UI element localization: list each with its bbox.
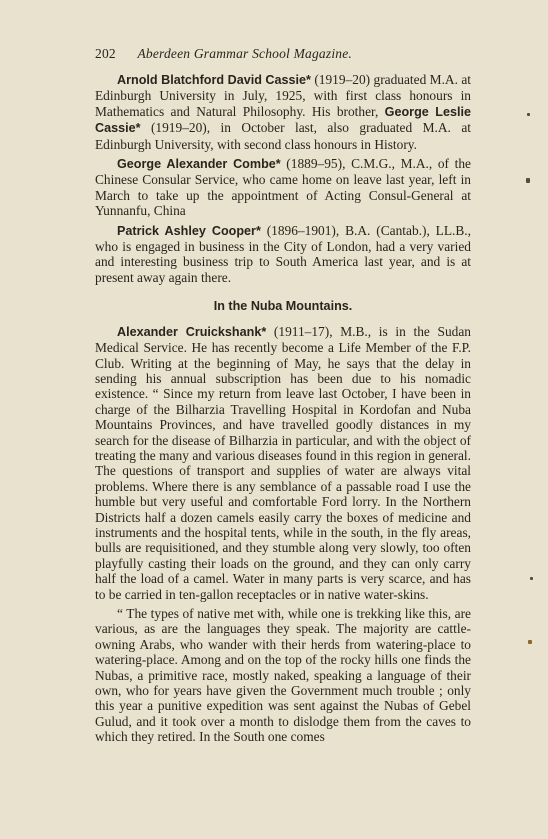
person-name: Patrick Ashley Cooper* xyxy=(117,223,261,238)
entry-combe xyxy=(95,156,471,219)
entry-text: (1896–1901), B.A. (Cantab.), LL.B., who is engaged in business in the City of London, had a very varied and interesting business trip to South America last year, and is at present away again there. xyxy=(95,222,471,285)
margin-speck xyxy=(528,640,532,644)
entry-cooper xyxy=(95,223,471,286)
person-name: George Alexander Combe* xyxy=(117,157,281,172)
margin-speck xyxy=(526,178,530,183)
person-name: Alexander Cruickshank* xyxy=(117,324,267,339)
nuba-paragraph-2: “ The types of native met with, while one is trekking like this, are various, as are the languages they speak. The majority are cattle-owning Arabs, who wander with their herds from watering-place to watering-place. Among and on the top of the rocky hills one finds the Nubas, a primitive race, mostly naked, speaking a language of their own, who for years have given the Government much trouble ; only this year a punitive expedition was sent against the Nubas of Gebel Gulud, and it took over a month to dislodge them from the caves to which they retired. In the South one comes xyxy=(95,606,471,745)
person-name: Arnold Blatchford David Cassie* xyxy=(117,73,311,87)
entry-cassie xyxy=(95,72,471,152)
running-title: Aberdeen Grammar School Magazine. xyxy=(137,46,353,61)
section-heading: In the Nuba Mountains. xyxy=(213,299,353,314)
margin-speck xyxy=(527,113,530,116)
entry-text: (1919–20) graduated M.A. at Edinburgh University in July, 1925, with first class honours in Mathematics and Natural Philosophy. His brother, xyxy=(95,72,471,119)
nuba-paragraph-1 xyxy=(95,324,471,602)
entry-text: (1919–20), in October last, also graduated M.A. at Edinburgh University, with second class honours in History. xyxy=(95,120,471,152)
margin-speck xyxy=(530,577,533,580)
page-number: 202 xyxy=(95,46,116,61)
page-header xyxy=(95,46,473,62)
paragraph-text: (1911–17), M.B., is in the Sudan Medical Service. He has recently become a Life Member of the F.P. Club. Writing at the beginning of May, he says that the delay in sending his annual subscription has been due to his nomadic existence. “ Since my return from leave last October, I have been in charge of the Bilharzia Travelling Hospital in Kordofan and Nuba Mountains Provinces, and have travelled goodly distances in my search for the disease of Bilharzia in particular, and with the object of treating the many and various diseases found in this region in general. The questions of transport and supplies of water are always vital problems. Where there is any semblance of a passable road I use the humble but very useful and comfortable Ford lorry. In the Northern Districts half a dozen camels easily carry the boxes of medicine and instruments and the hospital tents, while in the south, in the fly areas, bulls are requisitioned, and they stumble along very slowly, too often playfully casting their loads on the ground, and they can only carry half the load of a camel. Water in many parts is very scarce, and has to be carried in ten-gallon receptacles or in native water-skins. xyxy=(95,323,472,602)
article-body xyxy=(95,72,471,749)
entry-text: (1889–95), C.M.G., M.A., of the Chinese Consular Service, who came home on leave last year, left in March to take up the appointment of Acting Consul-General at Yunnanfu, China xyxy=(95,156,471,219)
person-name: George Leslie Cassie* xyxy=(95,104,471,136)
